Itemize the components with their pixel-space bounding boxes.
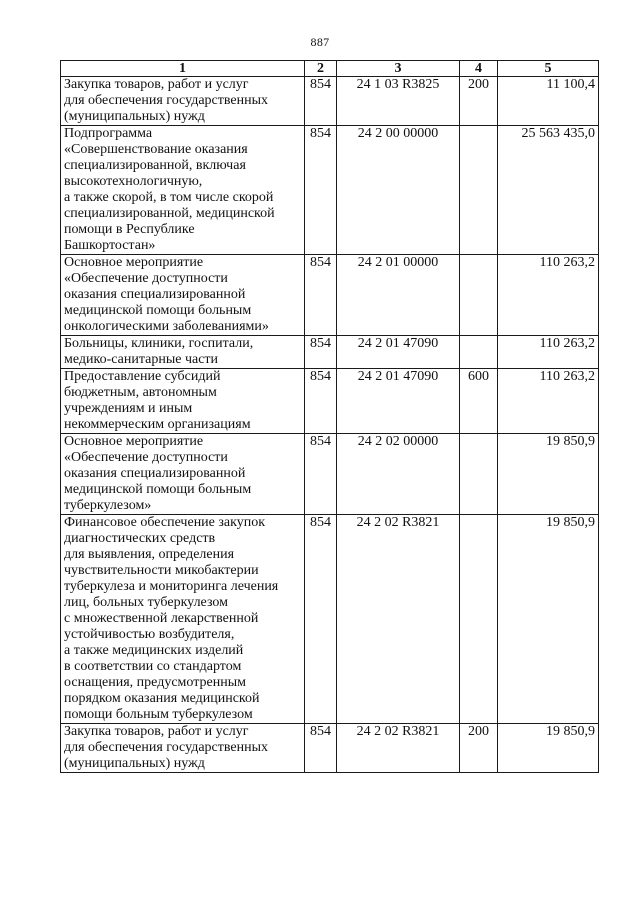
row-name: Закупка товаров, работ и услуг для обеспечения государственных (муниципальных) нужд (61, 77, 305, 126)
row-ved: 854 (305, 434, 337, 515)
header-col-amount: 5 (498, 61, 599, 77)
table-row (61, 434, 599, 515)
row-name: Больницы, клиники, госпитали, медико-санитарные части (61, 336, 305, 369)
row-ved: 854 (305, 126, 337, 255)
row-amount: 19 850,9 (498, 434, 599, 515)
row-ved: 854 (305, 724, 337, 773)
table-row (61, 336, 599, 369)
header-col-name: 1 (61, 61, 305, 77)
row-amount: 11 100,4 (498, 77, 599, 126)
row-name: Закупка товаров, работ и услуг для обеспечения государственных (муниципальных) нужд (61, 724, 305, 773)
header-row (61, 61, 599, 77)
header-col-ved: 2 (305, 61, 337, 77)
row-amount: 19 850,9 (498, 515, 599, 724)
table-row (61, 126, 599, 255)
row-vr: 200 (460, 77, 498, 126)
row-csr: 24 2 01 47090 (337, 336, 460, 369)
row-csr: 24 1 03 R3825 (337, 77, 460, 126)
row-ved: 854 (305, 515, 337, 724)
row-vr (460, 515, 498, 724)
row-amount: 25 563 435,0 (498, 126, 599, 255)
row-csr: 24 2 02 00000 (337, 434, 460, 515)
page-number: 887 (310, 35, 330, 49)
row-name: Предоставление субсидий бюджетным, автономным учреждениям и иным некоммерческим организациям (61, 369, 305, 434)
row-name: Основное мероприятие «Обеспечение доступности оказания специализированной медицинской помощи больным туберкулезом» (61, 434, 305, 515)
row-csr: 24 2 01 47090 (337, 369, 460, 434)
row-amount: 19 850,9 (498, 724, 599, 773)
table-row (61, 369, 599, 434)
row-name: Финансовое обеспечение закупок диагностических средств для выявления, определения чувствительности микобактерии туберкулеза и мониторинга лечения лиц, больных туберкулезом с множественной лекарственной устойчивостью возбудителя, а также медицинских изделий в соответствии со стандартом оснащения, предусмотренным порядком оказания медицинской помощи больным туберкулезом (61, 515, 305, 724)
row-vr (460, 255, 498, 336)
table-row (61, 515, 599, 724)
table-header (61, 61, 599, 77)
row-csr: 24 2 00 00000 (337, 126, 460, 255)
row-vr (460, 126, 498, 255)
row-ved: 854 (305, 369, 337, 434)
table-body (61, 77, 599, 773)
row-csr: 24 2 01 00000 (337, 255, 460, 336)
row-ved: 854 (305, 255, 337, 336)
row-amount: 110 263,2 (498, 369, 599, 434)
table-row (61, 77, 599, 126)
budget-table (60, 60, 599, 773)
row-amount: 110 263,2 (498, 336, 599, 369)
row-csr: 24 2 02 R3821 (337, 515, 460, 724)
row-csr: 24 2 02 R3821 (337, 724, 460, 773)
table-row (61, 724, 599, 773)
row-ved: 854 (305, 77, 337, 126)
row-vr (460, 434, 498, 515)
row-ved: 854 (305, 336, 337, 369)
row-vr: 600 (460, 369, 498, 434)
table-row (61, 255, 599, 336)
row-amount: 110 263,2 (498, 255, 599, 336)
header-col-vr: 4 (460, 61, 498, 77)
header-col-csr: 3 (337, 61, 460, 77)
row-vr (460, 336, 498, 369)
row-name: Подпрограмма «Совершенствование оказания специализированной, включая высокотехнологичную, а также скорой, в том числе скорой специализированной, медицинской помощи в Республике Башкортостан» (61, 126, 305, 255)
row-vr: 200 (460, 724, 498, 773)
row-name: Основное мероприятие «Обеспечение доступности оказания специализированной медицинской помощи больным онкологическими заболеваниями» (61, 255, 305, 336)
